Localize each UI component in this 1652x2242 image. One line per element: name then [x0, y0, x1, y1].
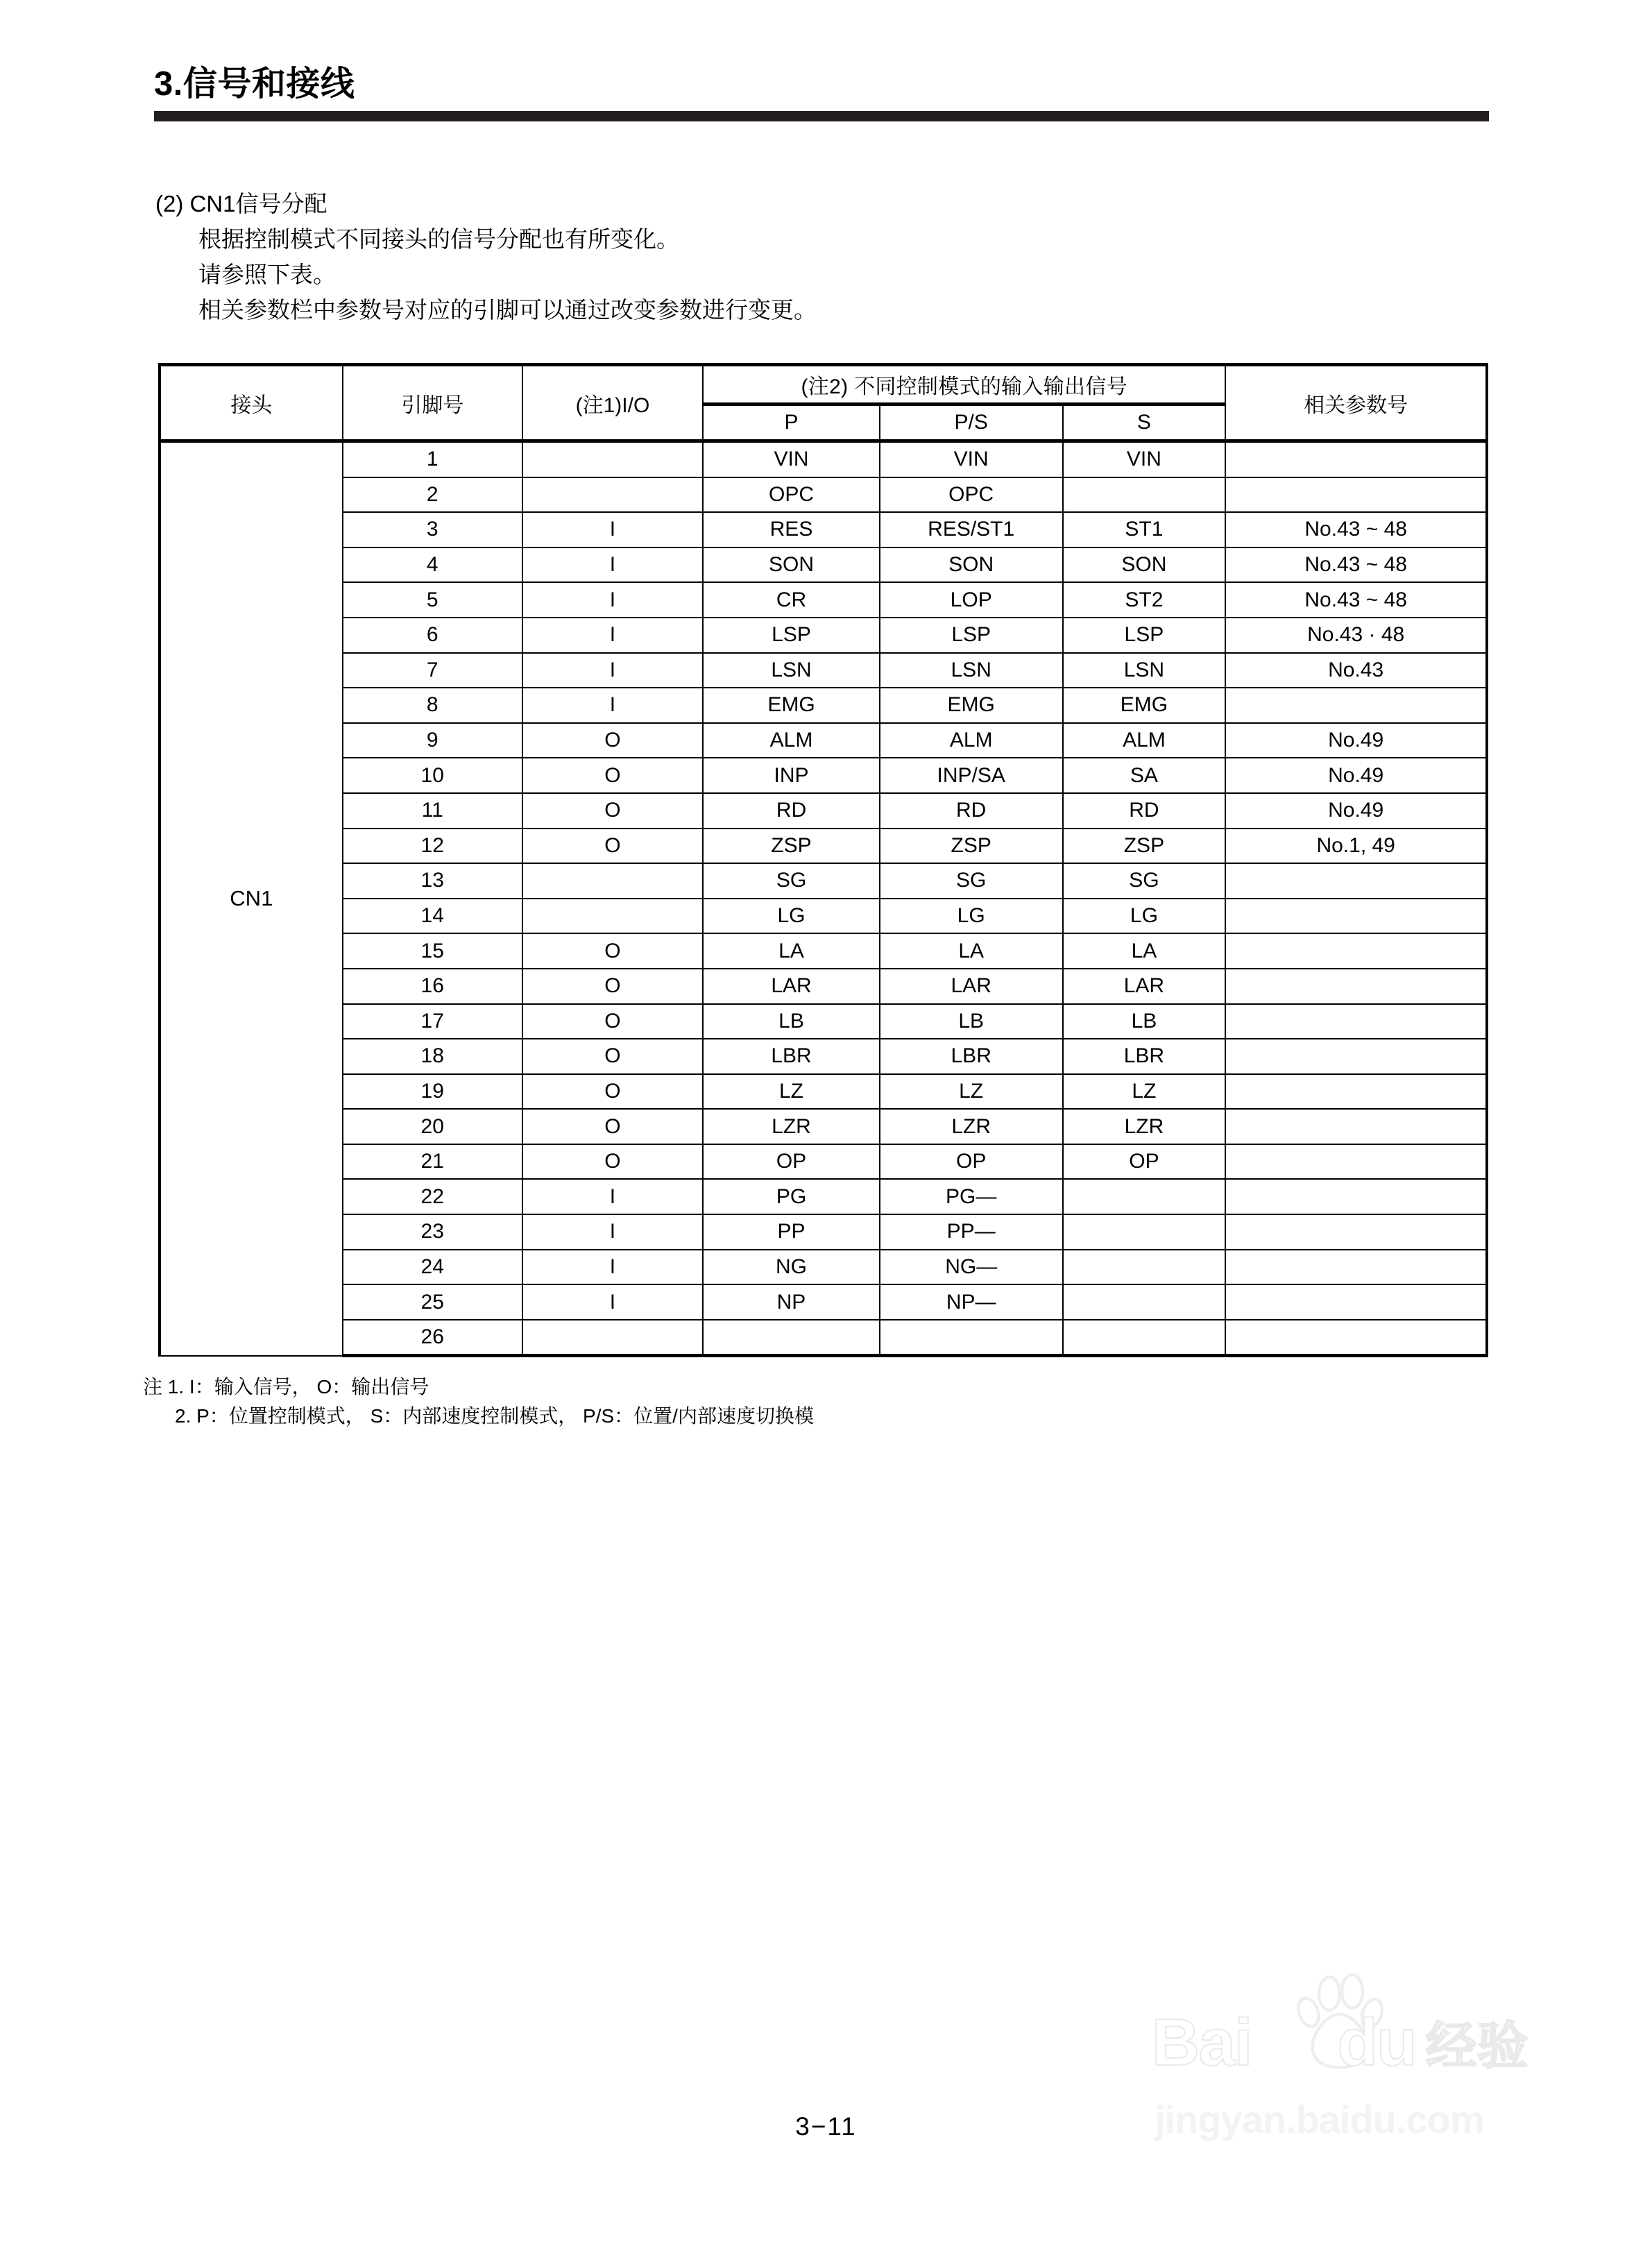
page-header: [154, 67, 1489, 121]
table-row: [160, 547, 1487, 583]
cell-mode-s: [1063, 1284, 1226, 1320]
col-header-related-param: 相关参数号: [1225, 365, 1487, 441]
cell-mode-p: RES: [703, 512, 880, 547]
cell-mode-p: LBR: [703, 1039, 880, 1074]
cell-mode-p: LG: [703, 899, 880, 934]
cell-mode-ps: NP—: [880, 1284, 1063, 1320]
cell-related-param: [1225, 1039, 1487, 1074]
cell-mode-p: LSN: [703, 653, 880, 688]
cell-io: I: [522, 512, 703, 547]
cell-related-param: No.49: [1225, 758, 1487, 793]
cell-mode-s: LB: [1063, 1004, 1226, 1039]
intro-line-2: 请参照下表。: [198, 262, 336, 287]
cell-io: I: [522, 1284, 703, 1320]
table-row: [160, 1179, 1487, 1214]
cell-mode-s: LZ: [1063, 1074, 1226, 1110]
cell-related-param: [1225, 1074, 1487, 1110]
cell-io: I: [522, 582, 703, 618]
cell-mode-p: LSP: [703, 618, 880, 653]
cell-mode-s: [1063, 1250, 1226, 1285]
cell-mode-ps: LA: [880, 933, 1063, 969]
cell-mode-s: [1063, 477, 1226, 513]
cell-mode-s: LAR: [1063, 969, 1226, 1004]
cell-mode-p: VIN: [703, 441, 880, 477]
watermark-brand-cn: 经验: [1425, 2016, 1528, 2075]
table-row: [160, 1214, 1487, 1250]
cell-pin-no: 13: [343, 863, 522, 899]
cell-related-param: [1225, 1109, 1487, 1144]
cell-io: O: [522, 793, 703, 829]
cell-pin-no: 6: [343, 618, 522, 653]
cell-mode-s: OP: [1063, 1144, 1226, 1180]
cell-pin-no: 4: [343, 547, 522, 583]
cell-mode-s: LSP: [1063, 618, 1226, 653]
cell-mode-ps: SON: [880, 547, 1063, 583]
cell-mode-s: LZR: [1063, 1109, 1226, 1144]
cell-pin-no: 5: [343, 582, 522, 618]
table-row: [160, 618, 1487, 653]
cell-related-param: [1225, 1250, 1487, 1285]
cell-related-param: No.1, 49: [1225, 829, 1487, 864]
cell-mode-ps: INP/SA: [880, 758, 1063, 793]
cell-io: I: [522, 547, 703, 583]
watermark-url: jingyan.baidu.com: [1155, 2098, 1484, 2141]
cell-pin-no: 16: [343, 969, 522, 1004]
cell-io: O: [522, 1039, 703, 1074]
cell-related-param: No.43 ~ 48: [1225, 582, 1487, 618]
cell-pin-no: 7: [343, 653, 522, 688]
cell-connector: CN1: [160, 441, 343, 1356]
cell-pin-no: 26: [343, 1320, 522, 1356]
table-row: [160, 793, 1487, 829]
cell-related-param: [1225, 441, 1487, 477]
cell-io: [522, 863, 703, 899]
cell-related-param: No.43 ~ 48: [1225, 547, 1487, 583]
table-row: [160, 863, 1487, 899]
table-row: [160, 899, 1487, 934]
cell-mode-ps: LB: [880, 1004, 1063, 1039]
cell-pin-no: 17: [343, 1004, 522, 1039]
cell-related-param: [1225, 477, 1487, 513]
cell-mode-s: ST1: [1063, 512, 1226, 547]
cell-mode-p: PG: [703, 1179, 880, 1214]
table-row: [160, 1004, 1487, 1039]
cell-mode-ps: OPC: [880, 477, 1063, 513]
table-row: [160, 969, 1487, 1004]
cell-mode-p: PP: [703, 1214, 880, 1250]
cell-pin-no: 14: [343, 899, 522, 934]
cell-mode-ps: RD: [880, 793, 1063, 829]
cell-io: O: [522, 1004, 703, 1039]
cell-pin-no: 12: [343, 829, 522, 864]
cell-mode-s: SA: [1063, 758, 1226, 793]
cell-pin-no: 18: [343, 1039, 522, 1074]
header-rule-bar: [154, 111, 1489, 121]
cell-mode-p: ZSP: [703, 829, 880, 864]
table-row: [160, 933, 1487, 969]
cell-mode-ps: LSP: [880, 618, 1063, 653]
cell-mode-p: OP: [703, 1144, 880, 1180]
footnotes: [143, 1373, 1461, 1431]
table-row: [160, 758, 1487, 793]
cell-io: I: [522, 618, 703, 653]
cell-related-param: [1225, 1179, 1487, 1214]
cell-pin-no: 23: [343, 1214, 522, 1250]
cell-mode-ps: LBR: [880, 1039, 1063, 1074]
cell-related-param: [1225, 899, 1487, 934]
table-row: [160, 688, 1487, 723]
table-row: [160, 1284, 1487, 1320]
cell-related-param: [1225, 969, 1487, 1004]
table-row: [160, 1074, 1487, 1110]
cell-mode-p: SG: [703, 863, 880, 899]
cell-mode-ps: LSN: [880, 653, 1063, 688]
cell-io: O: [522, 758, 703, 793]
paw-print-icon: [1288, 1971, 1392, 2075]
watermark-brand-du: du: [1337, 2005, 1416, 2080]
cell-mode-s: ZSP: [1063, 829, 1226, 864]
table-row: [160, 1109, 1487, 1144]
cell-mode-ps: LZ: [880, 1074, 1063, 1110]
cell-mode-s: LSN: [1063, 653, 1226, 688]
cell-mode-p: CR: [703, 582, 880, 618]
cell-mode-p: EMG: [703, 688, 880, 723]
cell-related-param: [1225, 863, 1487, 899]
cell-mode-p: INP: [703, 758, 880, 793]
cell-io: [522, 899, 703, 934]
signal-assignment-table: [158, 363, 1488, 1357]
table-row: [160, 723, 1487, 758]
cell-mode-ps: LAR: [880, 969, 1063, 1004]
table-row: [160, 512, 1487, 547]
cell-mode-s: SG: [1063, 863, 1226, 899]
table-header-row-top: [160, 365, 1487, 405]
cell-mode-s: EMG: [1063, 688, 1226, 723]
col-header-mode-p: P: [703, 405, 880, 441]
cell-mode-s: LBR: [1063, 1039, 1226, 1074]
cell-io: O: [522, 933, 703, 969]
cell-pin-no: 10: [343, 758, 522, 793]
table-row: [160, 653, 1487, 688]
table-row: [160, 1320, 1487, 1356]
cell-mode-ps: ZSP: [880, 829, 1063, 864]
cell-io: O: [522, 969, 703, 1004]
table-row: [160, 1250, 1487, 1285]
cell-mode-ps: SG: [880, 863, 1063, 899]
cell-mode-ps: VIN: [880, 441, 1063, 477]
cell-io: I: [522, 688, 703, 723]
intro-section: [155, 186, 1474, 328]
cell-io: [522, 1320, 703, 1356]
cell-mode-ps: LG: [880, 899, 1063, 934]
cell-related-param: [1225, 1214, 1487, 1250]
cell-mode-s: LA: [1063, 933, 1226, 969]
table-row: [160, 477, 1487, 513]
watermark-brand-bai: Bai: [1152, 2005, 1252, 2080]
intro-heading: (2) CN1信号分配: [155, 191, 327, 216]
cell-io: O: [522, 1109, 703, 1144]
cell-pin-no: 24: [343, 1250, 522, 1285]
cell-mode-p: NP: [703, 1284, 880, 1320]
cell-pin-no: 3: [343, 512, 522, 547]
cell-mode-s: VIN: [1063, 441, 1226, 477]
cell-mode-ps: PG—: [880, 1179, 1063, 1214]
cell-io: [522, 477, 703, 513]
cell-io: O: [522, 1074, 703, 1110]
cell-io: I: [522, 653, 703, 688]
cell-mode-p: SON: [703, 547, 880, 583]
cell-pin-no: 1: [343, 441, 522, 477]
cell-mode-ps: [880, 1320, 1063, 1356]
cell-related-param: [1225, 1284, 1487, 1320]
cell-pin-no: 21: [343, 1144, 522, 1180]
cell-related-param: [1225, 688, 1487, 723]
signal-assignment-table-wrapper: [158, 363, 1488, 1357]
intro-line-1: 根据控制模式不同接头的信号分配也有所变化。: [198, 226, 679, 252]
page-number: 3−11: [795, 2112, 857, 2141]
cell-pin-no: 25: [343, 1284, 522, 1320]
table-row: [160, 441, 1487, 477]
cell-mode-ps: EMG: [880, 688, 1063, 723]
cell-mode-p: OPC: [703, 477, 880, 513]
table-head: [160, 365, 1487, 441]
cell-pin-no: 20: [343, 1109, 522, 1144]
cell-mode-ps: LZR: [880, 1109, 1063, 1144]
cell-pin-no: 22: [343, 1179, 522, 1214]
cell-io: O: [522, 829, 703, 864]
cell-mode-s: LG: [1063, 899, 1226, 934]
cell-mode-ps: RES/ST1: [880, 512, 1063, 547]
cell-related-param: [1225, 1320, 1487, 1356]
cell-mode-s: ST2: [1063, 582, 1226, 618]
cell-pin-no: 2: [343, 477, 522, 513]
cell-mode-s: ALM: [1063, 723, 1226, 758]
cell-related-param: No.43 · 48: [1225, 618, 1487, 653]
cell-mode-s: RD: [1063, 793, 1226, 829]
col-header-signal-group: (注2) 不同控制模式的输入输出信号: [703, 365, 1225, 405]
footnote-1: 注 1. I：输入信号， O：输出信号: [143, 1376, 429, 1398]
table-row: [160, 582, 1487, 618]
col-header-connector: 接头: [160, 365, 343, 441]
cell-pin-no: 11: [343, 793, 522, 829]
footnote-2: 2. P：位置控制模式， S：内部速度控制模式， P/S：位置/内部速度切换模: [175, 1405, 814, 1427]
col-header-io: (注1)I/O: [522, 365, 703, 441]
intro-line-3: 相关参数栏中参数号对应的引脚可以通过改变参数进行变更。: [198, 297, 817, 323]
cell-mode-s: [1063, 1214, 1226, 1250]
table-row: [160, 829, 1487, 864]
cell-related-param: [1225, 1144, 1487, 1180]
cell-mode-p: LZR: [703, 1109, 880, 1144]
cell-pin-no: 15: [343, 933, 522, 969]
cell-mode-p: [703, 1320, 880, 1356]
cell-io: I: [522, 1250, 703, 1285]
cell-related-param: No.49: [1225, 723, 1487, 758]
cell-mode-ps: ALM: [880, 723, 1063, 758]
cell-mode-p: NG: [703, 1250, 880, 1285]
cell-related-param: No.49: [1225, 793, 1487, 829]
cell-pin-no: 9: [343, 723, 522, 758]
cell-mode-p: ALM: [703, 723, 880, 758]
table-row: [160, 1039, 1487, 1074]
cell-io: I: [522, 1179, 703, 1214]
cell-related-param: No.43 ~ 48: [1225, 512, 1487, 547]
cell-mode-s: SON: [1063, 547, 1226, 583]
col-header-pin-no: 引脚号: [343, 365, 522, 441]
cell-io: I: [522, 1214, 703, 1250]
cell-related-param: [1225, 1004, 1487, 1039]
cell-mode-p: RD: [703, 793, 880, 829]
table-row: [160, 1144, 1487, 1180]
cell-pin-no: 19: [343, 1074, 522, 1110]
cell-mode-p: LB: [703, 1004, 880, 1039]
col-header-mode-s: S: [1063, 405, 1226, 441]
cell-mode-ps: NG—: [880, 1250, 1063, 1285]
cell-mode-p: LAR: [703, 969, 880, 1004]
watermark-logo: [1152, 2005, 1528, 2080]
cell-related-param: No.43: [1225, 653, 1487, 688]
cell-mode-ps: PP—: [880, 1214, 1063, 1250]
cell-mode-ps: OP: [880, 1144, 1063, 1180]
cell-io: [522, 441, 703, 477]
cell-mode-p: LZ: [703, 1074, 880, 1110]
cell-pin-no: 8: [343, 688, 522, 723]
table-body: [160, 441, 1487, 1356]
page-title: 3.信号和接线: [154, 65, 355, 103]
cell-io: O: [522, 1144, 703, 1180]
cell-mode-p: LA: [703, 933, 880, 969]
cell-mode-s: [1063, 1179, 1226, 1214]
cell-mode-ps: LOP: [880, 582, 1063, 618]
cell-related-param: [1225, 933, 1487, 969]
col-header-mode-ps: P/S: [880, 405, 1063, 441]
cell-mode-s: [1063, 1320, 1226, 1356]
cell-io: O: [522, 723, 703, 758]
